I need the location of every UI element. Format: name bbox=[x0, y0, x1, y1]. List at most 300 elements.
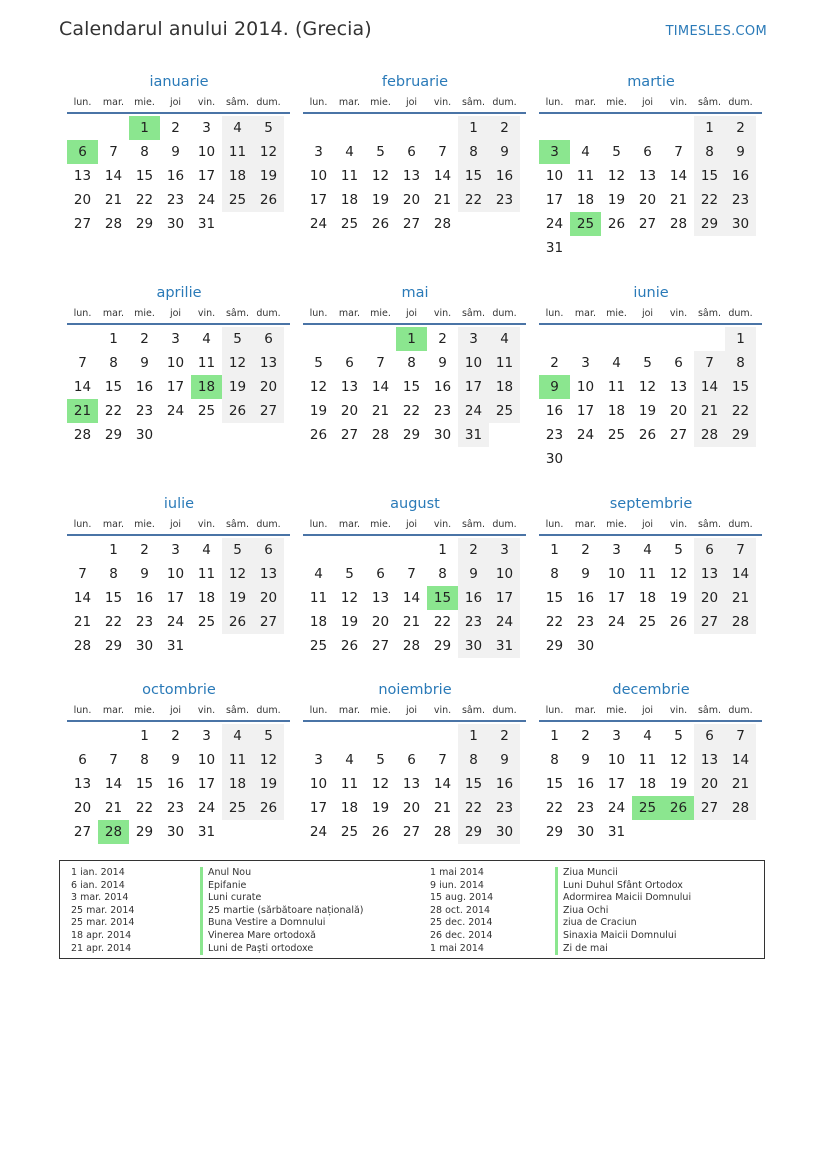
day-cell: 3 bbox=[314, 144, 323, 160]
day-cell: 17 bbox=[458, 375, 489, 399]
day-cell: 12 bbox=[309, 379, 328, 395]
holiday-day-cell: 25 bbox=[632, 796, 663, 820]
day-cell: 15 bbox=[104, 590, 123, 606]
day-cell: 27 bbox=[402, 824, 421, 840]
month-ianuarie bbox=[68, 72, 290, 236]
legend-holiday-name: Epifanie bbox=[200, 880, 364, 893]
day-cell: 7 bbox=[674, 144, 683, 160]
weekday-label: dum. bbox=[728, 97, 753, 108]
day-cell: 4 bbox=[345, 752, 354, 768]
month-martie bbox=[540, 72, 762, 260]
day-cell: 2 bbox=[438, 331, 447, 347]
day-cell: 8 bbox=[725, 351, 756, 375]
weekday-label: dum. bbox=[256, 97, 281, 108]
day-cell: 13 bbox=[253, 562, 284, 586]
day-cell: 29 bbox=[545, 638, 564, 654]
weekday-label: joi bbox=[169, 705, 182, 716]
weekday-label: joi bbox=[405, 519, 418, 530]
holiday-day-cell: 15 bbox=[427, 586, 458, 610]
day-cell: 19 bbox=[222, 375, 253, 399]
day-cell: 8 bbox=[550, 566, 559, 582]
day-cell: 10 bbox=[607, 752, 626, 768]
weekday-label: joi bbox=[641, 705, 654, 716]
day-cell: 5 bbox=[376, 752, 385, 768]
legend-holiday-name: Adormirea Maicii Domnului bbox=[555, 892, 691, 905]
day-cell: 5 bbox=[253, 724, 284, 748]
weekday-label: sâm. bbox=[697, 705, 722, 716]
day-cell: 3 bbox=[314, 752, 323, 768]
day-cell: 8 bbox=[550, 752, 559, 768]
day-cell: 29 bbox=[545, 824, 564, 840]
day-cell: 8 bbox=[140, 144, 149, 160]
page-title: Calendarul anului 2014. (Grecia) bbox=[59, 18, 372, 40]
empty-cell bbox=[396, 538, 427, 562]
day-cell: 1 bbox=[438, 542, 447, 558]
day-cell: 11 bbox=[576, 168, 595, 184]
weekday-header bbox=[539, 303, 762, 325]
day-cell: 15 bbox=[104, 379, 123, 395]
legend-holiday-name: Anul Nou bbox=[200, 867, 364, 880]
day-cell: 17 bbox=[166, 590, 185, 606]
day-cell: 5 bbox=[222, 327, 253, 351]
day-cell: 3 bbox=[202, 728, 211, 744]
day-cell: 17 bbox=[166, 379, 185, 395]
weekday-label: dum. bbox=[492, 705, 517, 716]
day-cell: 18 bbox=[638, 776, 657, 792]
day-cell: 20 bbox=[253, 586, 284, 610]
day-cell: 25 bbox=[222, 796, 253, 820]
day-cell: 20 bbox=[694, 772, 725, 796]
empty-cell bbox=[67, 724, 98, 748]
day-cell: 22 bbox=[104, 403, 123, 419]
day-cell: 14 bbox=[402, 590, 421, 606]
day-cell: 13 bbox=[669, 379, 688, 395]
weekday-label: vin. bbox=[433, 705, 452, 716]
day-cell: 20 bbox=[73, 800, 92, 816]
day-cell: 30 bbox=[576, 824, 595, 840]
weekday-label: mar. bbox=[102, 308, 125, 319]
day-cell: 29 bbox=[458, 820, 489, 844]
day-cell: 18 bbox=[222, 164, 253, 188]
empty-cell bbox=[427, 116, 458, 140]
day-cell: 3 bbox=[171, 542, 180, 558]
day-cell: 16 bbox=[576, 590, 595, 606]
weekday-label: joi bbox=[405, 308, 418, 319]
day-cell: 30 bbox=[725, 212, 756, 236]
empty-cell bbox=[98, 724, 129, 748]
weekday-label: mie. bbox=[134, 519, 155, 530]
weekday-label: mie. bbox=[370, 519, 391, 530]
day-cell: 24 bbox=[166, 614, 185, 630]
day-cell: 9 bbox=[458, 562, 489, 586]
day-cell: 19 bbox=[371, 192, 390, 208]
weekday-label: dum. bbox=[728, 308, 753, 319]
empty-cell bbox=[632, 327, 663, 351]
empty-cell bbox=[570, 327, 601, 351]
days-grid bbox=[67, 538, 290, 658]
weekday-label: vin. bbox=[669, 519, 688, 530]
legend-date: 1 mai 2014 bbox=[430, 867, 484, 878]
empty-cell bbox=[694, 327, 725, 351]
empty-cell bbox=[601, 116, 632, 140]
weekday-label: dum. bbox=[256, 519, 281, 530]
legend-date: 15 aug. 2014 bbox=[430, 892, 494, 904]
holiday-day-cell: 21 bbox=[67, 399, 98, 423]
empty-cell bbox=[303, 538, 334, 562]
day-cell: 31 bbox=[197, 824, 216, 840]
day-cell: 28 bbox=[433, 824, 452, 840]
weekday-label: sâm. bbox=[461, 705, 486, 716]
day-cell: 2 bbox=[725, 116, 756, 140]
day-cell: 2 bbox=[581, 728, 590, 744]
day-cell: 21 bbox=[73, 614, 92, 630]
empty-cell bbox=[365, 724, 396, 748]
legend-date: 25 mar. 2014 bbox=[71, 904, 135, 916]
day-cell: 19 bbox=[340, 614, 359, 630]
day-cell: 9 bbox=[489, 748, 520, 772]
day-cell: 12 bbox=[253, 140, 284, 164]
day-cell: 5 bbox=[222, 538, 253, 562]
day-cell: 16 bbox=[545, 403, 564, 419]
day-cell: 23 bbox=[166, 192, 185, 208]
day-cell: 21 bbox=[433, 192, 452, 208]
day-cell: 8 bbox=[694, 140, 725, 164]
day-cell: 11 bbox=[222, 748, 253, 772]
weekday-header bbox=[303, 303, 526, 325]
day-cell: 14 bbox=[371, 379, 390, 395]
legend-date: 21 apr. 2014 bbox=[71, 942, 132, 954]
day-cell: 20 bbox=[340, 403, 359, 419]
legend-holiday-name: Luni Duhul Sfânt Ortodox bbox=[555, 880, 691, 893]
day-cell: 22 bbox=[135, 192, 154, 208]
day-cell: 29 bbox=[135, 824, 154, 840]
day-cell: 31 bbox=[197, 216, 216, 232]
day-cell: 31 bbox=[166, 638, 185, 654]
day-cell: 10 bbox=[166, 355, 185, 371]
day-cell: 7 bbox=[78, 566, 87, 582]
empty-cell bbox=[334, 538, 365, 562]
legend-names-left bbox=[200, 867, 364, 955]
day-cell: 18 bbox=[576, 192, 595, 208]
day-cell: 2 bbox=[550, 355, 559, 371]
day-cell: 15 bbox=[694, 164, 725, 188]
day-cell: 29 bbox=[135, 216, 154, 232]
day-cell: 16 bbox=[135, 379, 154, 395]
day-cell: 27 bbox=[638, 216, 657, 232]
brand-link[interactable]: TIMESLES.COM bbox=[665, 24, 767, 39]
day-cell: 24 bbox=[489, 610, 520, 634]
day-cell: 8 bbox=[407, 355, 416, 371]
weekday-label: sâm. bbox=[225, 308, 250, 319]
day-cell: 28 bbox=[73, 638, 92, 654]
day-cell: 19 bbox=[309, 403, 328, 419]
day-cell: 3 bbox=[612, 728, 621, 744]
day-cell: 20 bbox=[371, 614, 390, 630]
days-grid bbox=[303, 116, 526, 236]
day-cell: 16 bbox=[166, 776, 185, 792]
weekday-label: lun. bbox=[309, 308, 328, 319]
day-cell: 7 bbox=[109, 752, 118, 768]
day-cell: 27 bbox=[253, 610, 284, 634]
day-cell: 21 bbox=[669, 192, 688, 208]
legend-holiday-name: 25 martie (sărbătoare națională) bbox=[200, 905, 364, 918]
day-cell: 27 bbox=[371, 638, 390, 654]
day-cell: 22 bbox=[104, 614, 123, 630]
day-cell: 14 bbox=[73, 379, 92, 395]
day-cell: 11 bbox=[197, 355, 216, 371]
day-cell: 28 bbox=[371, 427, 390, 443]
weekday-label: mie. bbox=[370, 97, 391, 108]
day-cell: 24 bbox=[607, 800, 626, 816]
day-cell: 30 bbox=[166, 216, 185, 232]
day-cell: 26 bbox=[638, 427, 657, 443]
day-cell: 10 bbox=[489, 562, 520, 586]
day-cell: 30 bbox=[576, 638, 595, 654]
empty-cell bbox=[365, 116, 396, 140]
day-cell: 8 bbox=[109, 355, 118, 371]
day-cell: 21 bbox=[104, 192, 123, 208]
month-august bbox=[304, 494, 526, 658]
day-cell: 30 bbox=[458, 634, 489, 658]
day-cell: 5 bbox=[674, 542, 683, 558]
empty-cell bbox=[396, 116, 427, 140]
day-cell: 4 bbox=[612, 355, 621, 371]
empty-cell bbox=[303, 116, 334, 140]
month-mai bbox=[304, 283, 526, 447]
day-cell: 6 bbox=[674, 355, 683, 371]
day-cell: 19 bbox=[253, 772, 284, 796]
day-cell: 8 bbox=[458, 140, 489, 164]
day-cell: 14 bbox=[694, 375, 725, 399]
days-grid bbox=[539, 724, 762, 844]
day-cell: 6 bbox=[694, 538, 725, 562]
empty-cell bbox=[539, 116, 570, 140]
legend-holiday-name: Zi de mai bbox=[555, 943, 691, 956]
days-grid bbox=[539, 116, 762, 260]
weekday-label: lun. bbox=[309, 519, 328, 530]
empty-cell bbox=[303, 724, 334, 748]
days-grid bbox=[539, 327, 762, 471]
day-cell: 1 bbox=[725, 327, 756, 351]
day-cell: 7 bbox=[78, 355, 87, 371]
day-cell: 18 bbox=[222, 772, 253, 796]
day-cell: 27 bbox=[253, 399, 284, 423]
day-cell: 11 bbox=[340, 168, 359, 184]
holiday-legend bbox=[59, 860, 765, 959]
day-cell: 15 bbox=[458, 164, 489, 188]
day-cell: 13 bbox=[371, 590, 390, 606]
day-cell: 24 bbox=[166, 403, 185, 419]
day-cell: 1 bbox=[458, 116, 489, 140]
day-cell: 23 bbox=[576, 800, 595, 816]
days-grid bbox=[303, 724, 526, 844]
holiday-day-cell: 28 bbox=[98, 820, 129, 844]
weekday-header bbox=[303, 700, 526, 722]
month-decembrie bbox=[540, 680, 762, 844]
day-cell: 28 bbox=[73, 427, 92, 443]
day-cell: 30 bbox=[135, 638, 154, 654]
day-cell: 26 bbox=[253, 796, 284, 820]
weekday-label: vin. bbox=[197, 97, 216, 108]
day-cell: 11 bbox=[340, 776, 359, 792]
day-cell: 30 bbox=[433, 427, 452, 443]
day-cell: 7 bbox=[725, 724, 756, 748]
day-cell: 11 bbox=[309, 590, 328, 606]
day-cell: 25 bbox=[638, 614, 657, 630]
day-cell: 12 bbox=[638, 379, 657, 395]
day-cell: 22 bbox=[545, 614, 564, 630]
legend-dates-right bbox=[430, 867, 493, 955]
day-cell: 25 bbox=[489, 399, 520, 423]
day-cell: 27 bbox=[73, 216, 92, 232]
weekday-label: mar. bbox=[574, 308, 597, 319]
weekday-label: vin. bbox=[669, 308, 688, 319]
day-cell: 27 bbox=[402, 216, 421, 232]
day-cell: 28 bbox=[433, 216, 452, 232]
day-cell: 29 bbox=[694, 212, 725, 236]
day-cell: 7 bbox=[407, 566, 416, 582]
month-aprilie bbox=[68, 283, 290, 447]
legend-date: 3 mar. 2014 bbox=[71, 892, 129, 904]
weekday-label: lun. bbox=[545, 519, 564, 530]
day-cell: 26 bbox=[340, 638, 359, 654]
month-title: februarie bbox=[381, 74, 449, 90]
day-cell: 13 bbox=[694, 748, 725, 772]
weekday-header bbox=[67, 303, 290, 325]
day-cell: 2 bbox=[489, 724, 520, 748]
day-cell: 26 bbox=[222, 399, 253, 423]
weekday-header bbox=[303, 92, 526, 114]
weekday-label: mie. bbox=[606, 97, 627, 108]
day-cell: 9 bbox=[489, 140, 520, 164]
day-cell: 19 bbox=[222, 586, 253, 610]
day-cell: 30 bbox=[489, 820, 520, 844]
weekday-label: lun. bbox=[73, 97, 92, 108]
day-cell: 26 bbox=[669, 614, 688, 630]
holiday-day-cell: 25 bbox=[570, 212, 601, 236]
day-cell: 16 bbox=[489, 772, 520, 796]
day-cell: 26 bbox=[253, 188, 284, 212]
day-cell: 21 bbox=[371, 403, 390, 419]
empty-cell bbox=[303, 327, 334, 351]
day-cell: 13 bbox=[73, 776, 92, 792]
day-cell: 2 bbox=[171, 120, 180, 136]
day-cell: 19 bbox=[669, 776, 688, 792]
day-cell: 24 bbox=[545, 216, 564, 232]
day-cell: 13 bbox=[253, 351, 284, 375]
day-cell: 17 bbox=[309, 192, 328, 208]
day-cell: 4 bbox=[489, 327, 520, 351]
day-cell: 23 bbox=[489, 188, 520, 212]
day-cell: 1 bbox=[109, 542, 118, 558]
day-cell: 16 bbox=[433, 379, 452, 395]
weekday-label: dum. bbox=[492, 519, 517, 530]
day-cell: 25 bbox=[222, 188, 253, 212]
day-cell: 21 bbox=[104, 800, 123, 816]
weekday-label: mar. bbox=[102, 705, 125, 716]
weekday-label: vin. bbox=[433, 308, 452, 319]
day-cell: 5 bbox=[643, 355, 652, 371]
weekday-label: lun. bbox=[545, 308, 564, 319]
day-cell: 17 bbox=[607, 590, 626, 606]
day-cell: 15 bbox=[545, 590, 564, 606]
day-cell: 20 bbox=[669, 403, 688, 419]
empty-cell bbox=[365, 538, 396, 562]
day-cell: 19 bbox=[253, 164, 284, 188]
day-cell: 29 bbox=[725, 423, 756, 447]
day-cell: 9 bbox=[581, 566, 590, 582]
day-cell: 1 bbox=[109, 331, 118, 347]
weekday-label: vin. bbox=[669, 97, 688, 108]
day-cell: 2 bbox=[458, 538, 489, 562]
weekday-label: vin. bbox=[669, 705, 688, 716]
month-title: aprilie bbox=[156, 285, 202, 301]
day-cell: 23 bbox=[545, 427, 564, 443]
weekday-label: mie. bbox=[606, 519, 627, 530]
day-cell: 20 bbox=[638, 192, 657, 208]
day-cell: 12 bbox=[222, 351, 253, 375]
month-iulie bbox=[68, 494, 290, 658]
day-cell: 8 bbox=[109, 566, 118, 582]
day-cell: 10 bbox=[576, 379, 595, 395]
day-cell: 15 bbox=[545, 776, 564, 792]
day-cell: 3 bbox=[612, 542, 621, 558]
day-cell: 12 bbox=[222, 562, 253, 586]
empty-cell bbox=[334, 116, 365, 140]
legend-holiday-name: Vinerea Mare ortodoxă bbox=[200, 930, 364, 943]
days-grid bbox=[303, 538, 526, 658]
days-grid bbox=[67, 116, 290, 236]
month-title: decembrie bbox=[612, 682, 690, 698]
day-cell: 10 bbox=[458, 351, 489, 375]
weekday-label: lun. bbox=[545, 97, 564, 108]
weekday-label: mie. bbox=[370, 705, 391, 716]
day-cell: 24 bbox=[197, 800, 216, 816]
day-cell: 17 bbox=[197, 776, 216, 792]
day-cell: 18 bbox=[197, 590, 216, 606]
day-cell: 14 bbox=[725, 562, 756, 586]
day-cell: 2 bbox=[140, 331, 149, 347]
day-cell: 10 bbox=[607, 566, 626, 582]
weekday-label: sâm. bbox=[225, 705, 250, 716]
day-cell: 11 bbox=[638, 752, 657, 768]
day-cell: 21 bbox=[694, 399, 725, 423]
day-cell: 13 bbox=[340, 379, 359, 395]
day-cell: 4 bbox=[643, 542, 652, 558]
legend-date: 28 oct. 2014 bbox=[430, 904, 491, 916]
month-februarie bbox=[304, 72, 526, 236]
empty-cell bbox=[601, 327, 632, 351]
day-cell: 19 bbox=[607, 192, 626, 208]
days-grid bbox=[539, 538, 762, 658]
day-cell: 13 bbox=[402, 776, 421, 792]
legend-holiday-name: ziua de Craciun bbox=[555, 917, 691, 930]
day-cell: 20 bbox=[253, 375, 284, 399]
holiday-day-cell: 1 bbox=[396, 327, 427, 351]
day-cell: 4 bbox=[314, 566, 323, 582]
day-cell: 17 bbox=[489, 586, 520, 610]
month-title: noiembrie bbox=[378, 682, 452, 698]
day-cell: 23 bbox=[489, 796, 520, 820]
day-cell: 4 bbox=[643, 728, 652, 744]
day-cell: 27 bbox=[694, 796, 725, 820]
empty-cell bbox=[570, 116, 601, 140]
holiday-day-cell: 6 bbox=[67, 140, 98, 164]
day-cell: 11 bbox=[197, 566, 216, 582]
day-cell: 14 bbox=[433, 168, 452, 184]
day-cell: 6 bbox=[253, 538, 284, 562]
day-cell: 19 bbox=[669, 590, 688, 606]
